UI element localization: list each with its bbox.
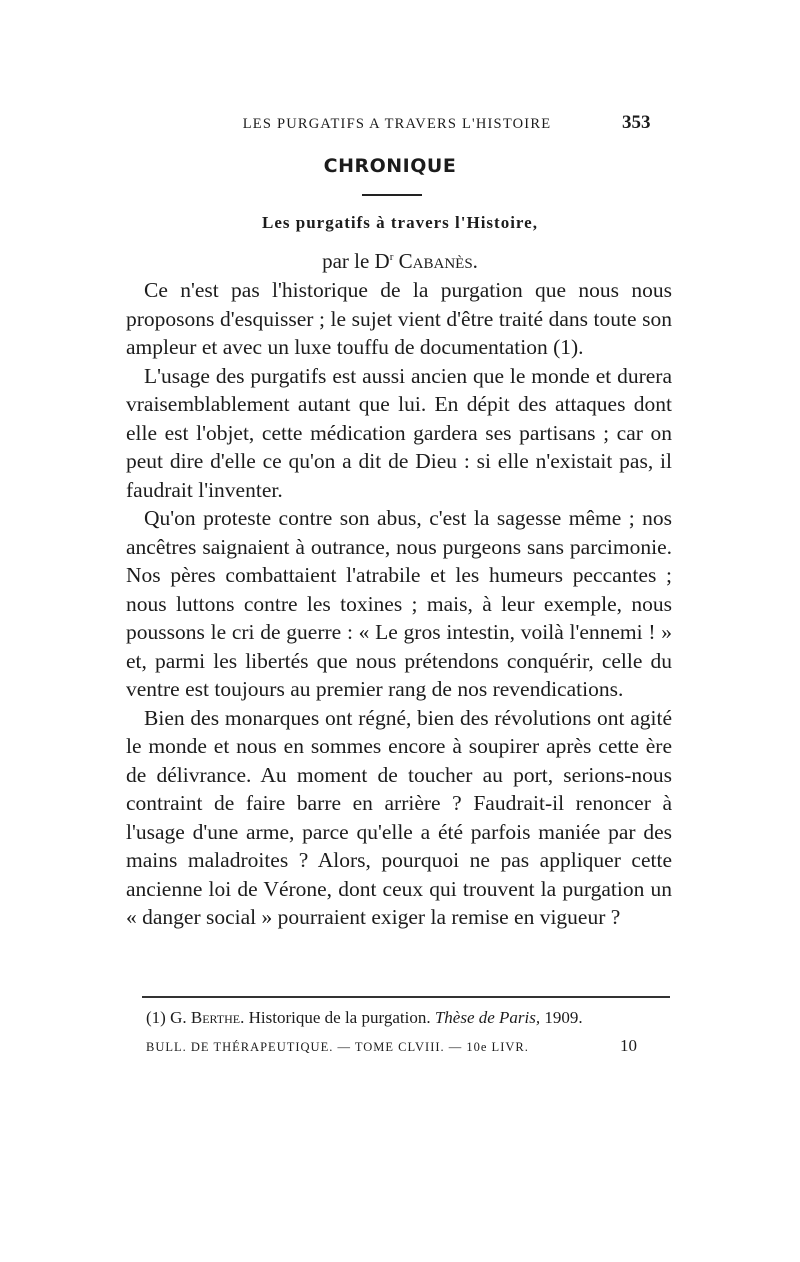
title-divider bbox=[362, 194, 422, 196]
running-header: LES PURGATIFS A TRAVERS L'HISTOIRE bbox=[242, 116, 552, 132]
byline-superscript: r bbox=[389, 251, 394, 263]
bulletin-line: BULL. DE THÉRAPEUTIQUE. — TOME CLVIII. — 10e LIVR. bbox=[146, 1040, 529, 1054]
footnote-marker: (1) G. bbox=[146, 1008, 187, 1027]
footnote-thesis: Thèse de Paris, bbox=[434, 1008, 541, 1027]
footnote-work: Historique de la purgation. bbox=[248, 1008, 431, 1027]
footnote-year: 1909. bbox=[544, 1008, 583, 1027]
page-number: 353 bbox=[622, 112, 651, 133]
article-title: Les purgatifs à travers l'Histoire, bbox=[262, 213, 538, 232]
paragraph: L'usage des purgatifs est aussi ancien que le monde et durera vraisemblablement autant que lui. En dépit des attaques dont elle est l'objet, cette médication gardera ses partisans ; car on peut dire d'elle ce qu'on a dit de Dieu : si elle n'existait pas, il faudrait l'inventer. bbox=[126, 363, 672, 502]
paragraph: Bien des monarques ont régné, bien des révolutions ont agité le monde et nous en sommes encore à soupirer après cette ère de délivrance. Au moment de toucher au port, serions-nous contraint de faire barre en arrière ? Faudrait-il renoncer à l'usage d'une arme, parce qu'elle a été parfois maniée par des mains maladroites ? Alors, pourquoi ne pas appliquer cette ancienne loi de Vérone, dont ceux qui trouvent la purgation un « danger social » pourraient exiger la remise en vigueur ? bbox=[126, 705, 672, 929]
byline bbox=[240, 249, 560, 274]
footnote-divider bbox=[142, 996, 670, 998]
footnote bbox=[146, 1008, 666, 1028]
paragraph: Ce n'est pas l'historique de la purgation que nous nous proposons d'esquisser ; le sujet vient d'être traité dans toute son ampleur et avec un luxe touffu de documentation (1). bbox=[126, 278, 672, 359]
section-title: CHRONIQUE bbox=[323, 155, 457, 177]
paragraph: Qu'on proteste contre son abus, c'est la sagesse même ; nos ancêtres saignaient à outrance, nous purgeons sans parcimonie. Nos pères combattaient l'atrabile et les humeurs peccantes ; nous luttons contre les toxines ; mais, à leur exemple, nous poussons le cri de guerre : « Le gros intestin, voilà l'ennemi ! » et, parmi les libertés que nous prétendons conquérir, celle du ventre est toujours au premier rang de nos revendications. bbox=[126, 506, 672, 701]
footnote-author: Berthe. bbox=[190, 1008, 245, 1027]
byline-author: Cabanès. bbox=[398, 249, 478, 273]
signature-mark: 10 bbox=[620, 1036, 637, 1055]
article-body bbox=[126, 276, 672, 932]
byline-prefix: par le D bbox=[322, 249, 390, 273]
